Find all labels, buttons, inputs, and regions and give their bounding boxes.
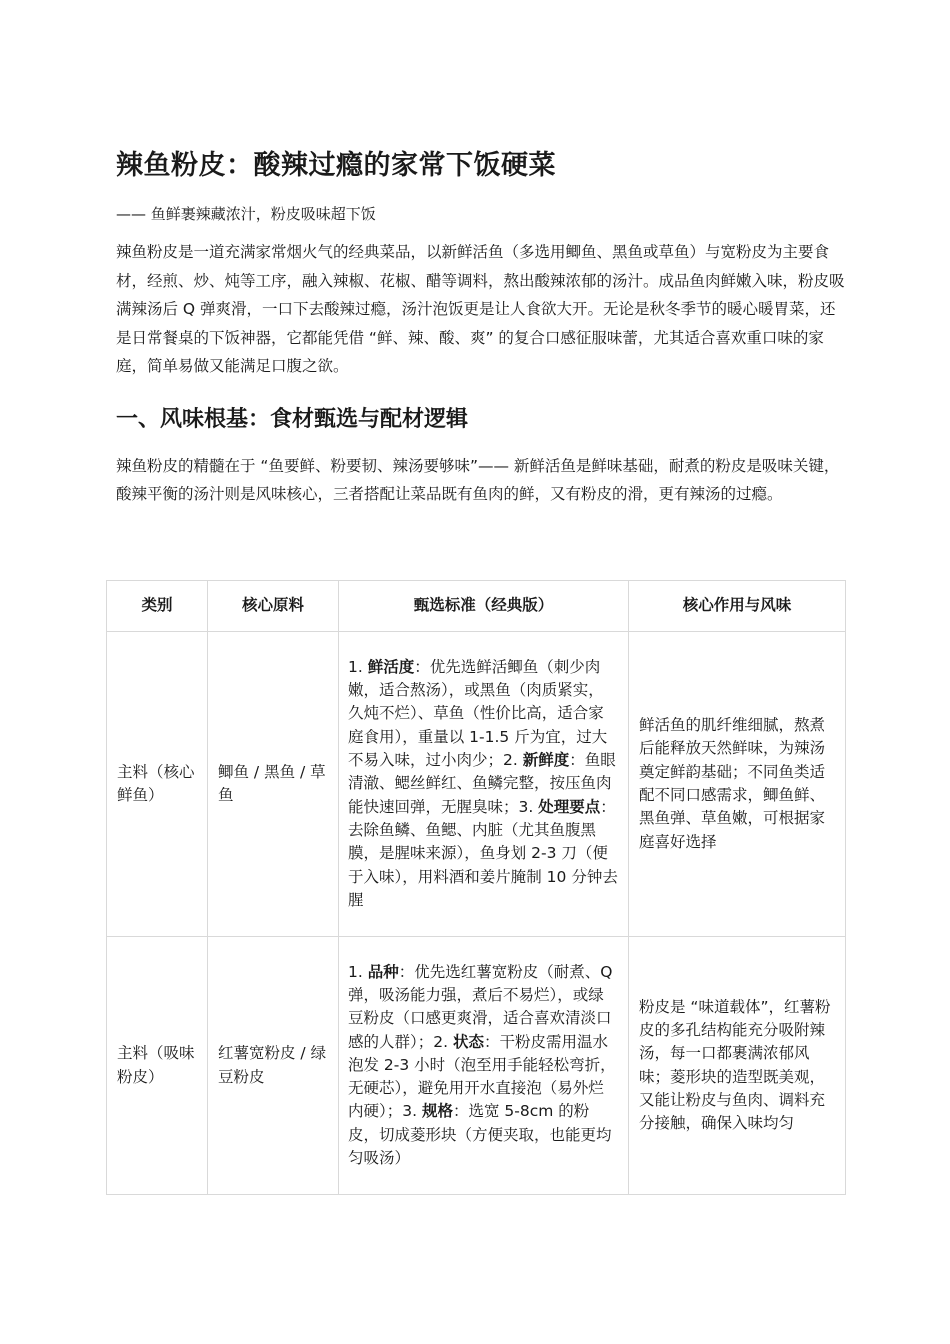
std-text: ：优先选红薯宽粉皮（耐煮、Q 弹，吸汤能力强，煮后不易烂），或绿豆粉皮（口感更爽滑，适合喜欢清淡口感的人群）；2.	[348, 962, 613, 1051]
cell-material: 红薯宽粉皮 / 绿豆粉皮	[208, 937, 339, 1195]
std-keyword: 规格	[421, 1102, 453, 1121]
std-text: ：优先选鲜活鲫鱼（刺少肉嫩，适合熬汤），或黑鱼（肉质紧实，久炖不烂）、草鱼（性价比高，适合家庭食用），重量以 1-1.5 斤为宜，过大不易入味，过小肉少；2.	[348, 657, 608, 770]
page-title: 辣鱼粉皮：酸辣过瘾的家常下饭硬菜	[116, 150, 556, 181]
table-row	[107, 632, 846, 937]
section-heading: 一、风味根基：食材甄选与配材逻辑	[116, 407, 469, 432]
cell-effect: 粉皮是 “味道载体”，红薯粉皮的多孔结构能充分吸附辣汤，每一口都裹满浓郁风味；菱形块的造型既美观，又能让粉皮与鱼肉、调料充分接触，确保入味均匀	[629, 937, 846, 1195]
cell-standard	[339, 937, 629, 1195]
table-row	[107, 937, 846, 1195]
std-text: ：鱼眼清澈、鳃丝鲜红、鱼鳞完整，按压鱼肉能快速回弹，无腥臭味；3.	[348, 751, 616, 816]
std-keyword: 鲜活度	[367, 657, 415, 676]
header-material: 核心原料	[208, 581, 339, 632]
std-text: 1.	[348, 962, 368, 981]
std-text: ：去除鱼鳞、鱼鳃、内脏（尤其鱼腹黑膜，是腥味来源），鱼身划 2-3 刀（便于入味），用料酒和姜片腌制 10 分钟去腥	[348, 797, 618, 909]
std-keyword: 状态	[452, 1032, 484, 1051]
header-category: 类别	[107, 581, 208, 632]
std-text: 1.	[348, 657, 368, 676]
std-keyword: 处理要点	[538, 797, 601, 816]
page-subtitle: —— 鱼鲜裹辣藏浓汁，粉皮吸味超下饭	[116, 205, 376, 223]
cell-category: 主料（吸味粉皮）	[107, 937, 208, 1195]
std-text: ：干粉皮需用温水泡发 2-3 小时（泡至用手能轻松弯折，无硬芯），避免用开水直接泡（易外烂内硬）；3.	[348, 1032, 616, 1121]
section-lead-paragraph: 辣鱼粉皮的精髓在于 “鱼要鲜、粉要韧、辣汤要够味”—— 新鲜活鱼是鲜味基础，耐煮的粉皮是吸味关键，酸辣平衡的汤汁则是风味核心，三者搭配让菜品既有鱼肉的鲜，又有粉皮的滑，更有辣汤的过瘾。	[116, 457, 840, 503]
cell-standard	[339, 632, 629, 937]
intro-paragraph: 辣鱼粉皮是一道充满家常烟火气的经典菜品，以新鲜活鱼（多选用鲫鱼、黑鱼或草鱼）与宽粉皮为主要食材，经煎、炒、炖等工序，融入辣椒、花椒、醋等调料，熬出酸辣浓郁的汤汁。成品鱼肉鲜嫩入味，粉皮吸满辣汤后 Q 弹爽滑，一口下去酸辣过瘾，汤汁泡饭更是让人食欲大开。无论是秋冬季节的暖心暖胃菜，还是日常餐桌的下饭神器，它都能凭借 “鲜、辣、酸、爽” 的复合口感征服味蕾，尤其适合喜欢重口味的家庭，简单易做又能满足口腹之欲。	[116, 243, 845, 375]
table-header-row	[107, 581, 846, 632]
header-standard: 甄选标准（经典版）	[339, 581, 629, 632]
cell-category: 主料（核心鲜鱼）	[107, 632, 208, 937]
header-effect: 核心作用与风味	[629, 581, 846, 632]
ingredient-table	[106, 580, 846, 1195]
std-keyword: 品种	[367, 962, 399, 981]
cell-material: 鲫鱼 / 黑鱼 / 草鱼	[208, 632, 339, 937]
std-text: ：选宽 5-8cm 的粉皮，切成菱形块（方便夹取，也能更均匀吸汤）	[348, 1102, 612, 1168]
std-keyword: 新鲜度	[522, 751, 570, 770]
cell-effect: 鲜活鱼的肌纤维细腻，熬煮后能释放天然鲜味，为辣汤奠定鲜韵基础；不同鱼类适配不同口感需求，鲫鱼鲜、黑鱼弹、草鱼嫩，可根据家庭喜好选择	[629, 632, 846, 937]
